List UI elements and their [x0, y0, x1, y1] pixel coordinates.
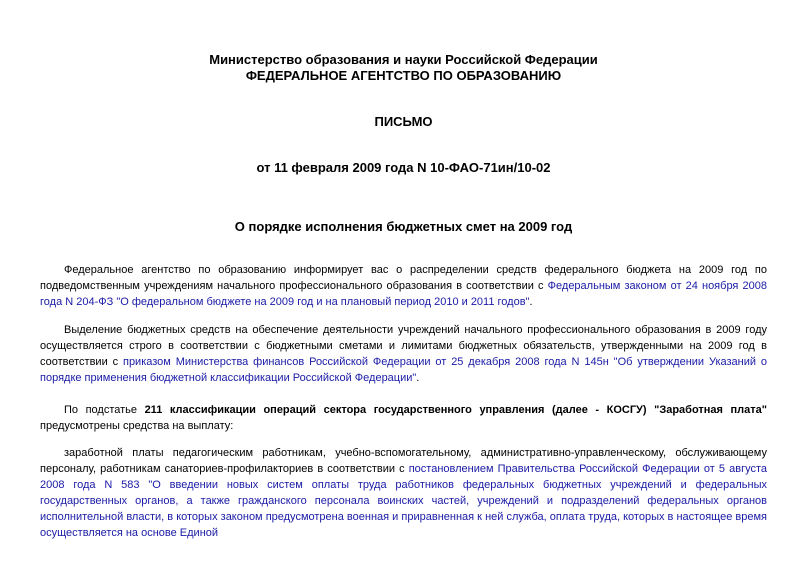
- paragraph-2-end: .: [416, 372, 420, 384]
- paragraph-3-bold: 211 классификации операций сектора государственного управления (далее - КОСГУ) "Заработная плата": [144, 404, 767, 416]
- paragraph-1-end: .: [529, 296, 533, 308]
- paragraph-2-text: Выделение бюджетных средств на обеспечение деятельности учреждений начального профессионального образования в 2009 году осуществляется строго в соответствии с бюджетными сметами и лимитами бюджетных обязательств, утвержденными на 2009 год в соответствии с: [40, 324, 767, 368]
- paragraph-3-end: предусмотрены средства на выплату:: [40, 420, 234, 432]
- paragraph-3-text: По подстатье: [64, 404, 145, 416]
- federal-law-link[interactable]: Федеральным законом от 24 ноября 2008 года N 204-ФЗ "О федеральном бюджете на 2009 год и на плановый период 2010 и 2011 годов": [40, 280, 767, 308]
- government-resolution-link[interactable]: постановлением Правительства Российской Федерации от 5 августа 2008 года N 583 "О введении новых систем оплаты труда работников федеральных бюджетных учреждений и федеральных государственных органов, а также гражданского персонала воинских частей, учреждений и подразделений федеральных органов исполнительной власти, в которых законом предусмотрена военная и приравненная к ней служба, оплата труда, которых в настоящее время осуществляется на основе Единой: [40, 463, 767, 539]
- paragraph-2: [40, 322, 767, 386]
- agency-heading: ФЕДЕРАЛЬНОЕ АГЕНТСТВО ПО ОБРАЗОВАНИЮ: [245, 68, 562, 83]
- paragraph-4-text: заработной платы педагогическим работникам, учебно-вспомогательному, административно-управленческому, обслуживающему персоналу, работникам санаториев-профилакториев в соответствии с: [40, 447, 767, 475]
- paragraph-1: [40, 262, 767, 310]
- paragraph-3: [40, 402, 767, 434]
- minfin-order-link[interactable]: приказом Министерства финансов Российской Федерации от 25 декабря 2008 года N 145н "Об утверждении Указаний о порядке применения бюджетной классификации Российской Федерации": [40, 356, 768, 384]
- document-type: ПИСЬМО: [374, 114, 433, 129]
- ministry-heading: Министерство образования и науки Российской Федерации: [209, 52, 598, 67]
- document-subject: О порядке исполнения бюджетных смет на 2009 год: [234, 219, 573, 234]
- paragraph-4: [40, 445, 767, 541]
- paragraph-1-text: Федеральное агентство по образованию информирует вас о распределении средств федерального бюджета на 2009 год по подведомственным учреждениям начального профессионального образования в соответствии с: [40, 264, 767, 292]
- document-date-number: от 11 февраля 2009 года N 10-ФАО-71ин/10-02: [256, 160, 551, 175]
